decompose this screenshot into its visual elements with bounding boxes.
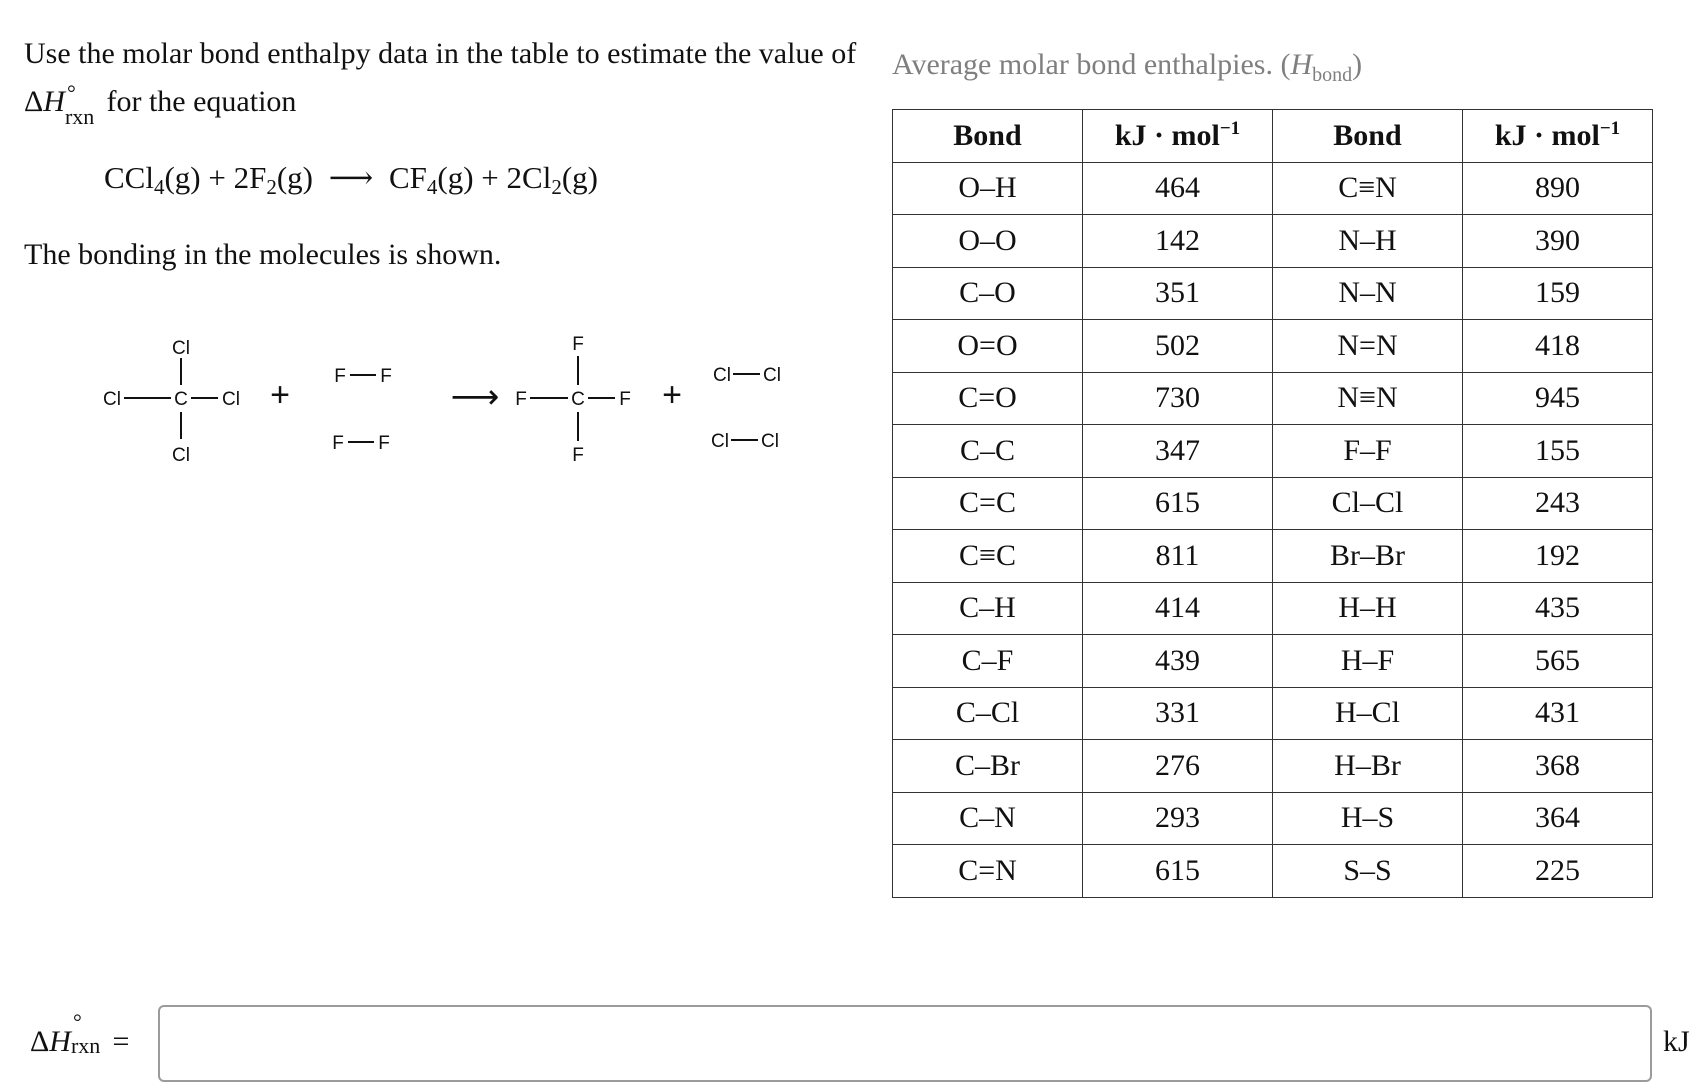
bond-cell: O–O [893, 215, 1083, 268]
answer-unit: kJ [1663, 1025, 1690, 1058]
bond-cell: C≡N [1273, 162, 1463, 215]
enthalpy-cell: 243 [1463, 477, 1653, 530]
reactant2-coefficient: 2 [233, 160, 250, 195]
table-row [893, 425, 1653, 478]
intro-part1: Use the molar bond enthalpy data in the table to estimate the value of [24, 37, 857, 70]
enthalpy-cell: 418 [1463, 320, 1653, 373]
caption-close-paren: ) [1352, 48, 1363, 81]
table-row [893, 477, 1653, 530]
table-row [893, 162, 1653, 215]
ccl4-structure [103, 338, 240, 466]
bond-cell: C–C [893, 425, 1083, 478]
plus-sign: + [662, 376, 682, 414]
bond-enthalpy-table [892, 109, 1653, 898]
product2-subscript: 2 [551, 175, 562, 199]
header-energy [1083, 110, 1273, 163]
table-row [893, 372, 1653, 425]
f2-atom-b: F [380, 366, 392, 387]
header-energy [1463, 110, 1653, 163]
answer-row [30, 1005, 1690, 1085]
enthalpy-cell: 439 [1083, 635, 1273, 688]
bond-cell: C–N [893, 792, 1083, 845]
plus-sign: + [481, 160, 499, 195]
bonding-structures-diagram [90, 330, 790, 480]
table-row [893, 845, 1653, 898]
bond-cell: H–Cl [1273, 687, 1463, 740]
bond-cell: H–F [1273, 635, 1463, 688]
enthalpy-cell: 225 [1463, 845, 1653, 898]
bond-cell: C–Cl [893, 687, 1083, 740]
plus-sign: + [208, 160, 226, 195]
header-bond: Bond [893, 110, 1083, 163]
enthalpy-cell: 364 [1463, 792, 1653, 845]
enthalpy-cell: 435 [1463, 582, 1653, 635]
bond-cell: C=O [893, 372, 1083, 425]
table-row [893, 320, 1653, 373]
cl2-atom-a: Cl [711, 431, 729, 452]
enthalpy-cell: 142 [1083, 215, 1273, 268]
header-energy-unit: kJ · mol [1114, 119, 1220, 153]
bond-cell: H–S [1273, 792, 1463, 845]
product2-phase: (g) [561, 160, 598, 195]
bond-cell: O–H [893, 162, 1083, 215]
cl2-atom-b: Cl [763, 365, 781, 386]
product1-formula: CF [388, 160, 427, 195]
enthalpy-cell: 730 [1083, 372, 1273, 425]
f2-atom-a: F [332, 433, 344, 454]
ccl4-left-atom: Cl [103, 389, 121, 410]
reactant1-formula: CCl [104, 160, 154, 195]
reactant1-phase: (g) [164, 160, 201, 195]
bond-cell: Cl–Cl [1273, 477, 1463, 530]
ccl4-right-atom: Cl [222, 389, 240, 410]
enthalpy-cell: 293 [1083, 792, 1273, 845]
reactant2-phase: (g) [276, 160, 314, 195]
enthalpy-cell: 502 [1083, 320, 1273, 373]
table-row [893, 582, 1653, 635]
product2-formula: Cl [522, 160, 552, 195]
caption-bond-subscript: bond [1312, 64, 1353, 86]
bond-cell: F–F [1273, 425, 1463, 478]
bond-cell: H–Br [1273, 740, 1463, 793]
enthalpy-cell: 155 [1463, 425, 1653, 478]
h-symbol: H [49, 1025, 71, 1058]
table-row [893, 740, 1653, 793]
f2-atom-b: F [378, 433, 390, 454]
intro-part2: for the equation [106, 85, 297, 118]
equals-sign: = [112, 1025, 130, 1058]
table-body [893, 162, 1653, 897]
bond-cell: O=O [893, 320, 1083, 373]
cf4-structure [515, 334, 631, 466]
rxn-subscript: rxn [70, 1033, 101, 1058]
cf4-center-atom: C [571, 389, 585, 410]
table-caption [892, 48, 1362, 87]
bond-cell: C=N [893, 845, 1083, 898]
degree-symbol: ° [66, 80, 76, 105]
product1-subscript: 4 [426, 175, 438, 199]
bond-cell: N=N [1273, 320, 1463, 373]
ccl4-bottom-atom: Cl [172, 445, 190, 466]
enthalpy-cell: 159 [1463, 267, 1653, 320]
answer-label [30, 1009, 130, 1059]
ccl4-center-atom: C [174, 389, 188, 410]
header-energy-exponent: −1 [1219, 118, 1241, 140]
bond-cell: S–S [1273, 845, 1463, 898]
cl2-atom-a: Cl [713, 365, 731, 386]
enthalpy-cell: 347 [1083, 425, 1273, 478]
f2-atom-a: F [334, 366, 346, 387]
cl2-molecules [711, 365, 781, 452]
cf4-top-atom: F [572, 334, 584, 355]
enthalpy-cell: 331 [1083, 687, 1273, 740]
bond-cell: C–Br [893, 740, 1083, 793]
header-energy-unit: kJ · mol [1494, 119, 1600, 153]
reactant1-subscript: 4 [153, 175, 165, 199]
enthalpy-cell: 615 [1083, 845, 1273, 898]
delta-symbol: Δ [24, 85, 44, 118]
degree-symbol: ° [72, 1009, 82, 1034]
header-bond: Bond [1273, 110, 1463, 163]
reaction-equation [104, 160, 598, 200]
enthalpy-cell: 431 [1463, 687, 1653, 740]
bond-cell: N–N [1273, 267, 1463, 320]
reaction-arrow: ⟶ [450, 378, 500, 416]
cl2-atom-b: Cl [761, 431, 779, 452]
plus-sign: + [270, 376, 290, 414]
enthalpy-cell: 811 [1083, 530, 1273, 583]
enthalpy-cell: 414 [1083, 582, 1273, 635]
table-row [893, 267, 1653, 320]
enthalpy-cell: 276 [1083, 740, 1273, 793]
bond-cell: C–O [893, 267, 1083, 320]
table-row [893, 530, 1653, 583]
table-header-row [893, 110, 1653, 163]
bond-cell: C–F [893, 635, 1083, 688]
cf4-right-atom: F [619, 389, 631, 410]
question-text [24, 30, 864, 129]
bond-cell: C=C [893, 477, 1083, 530]
bond-cell: Br–Br [1273, 530, 1463, 583]
caption-text: Average molar bond enthalpies. ( [892, 48, 1291, 81]
enthalpy-cell: 368 [1463, 740, 1653, 793]
cf4-left-atom: F [515, 389, 527, 410]
enthalpy-cell: 615 [1083, 477, 1273, 530]
delta-symbol: Δ [30, 1025, 50, 1058]
bond-cell: H–H [1273, 582, 1463, 635]
enthalpy-cell: 464 [1083, 162, 1273, 215]
bond-cell: C≡C [893, 530, 1083, 583]
enthalpy-cell: 390 [1463, 215, 1653, 268]
enthalpy-cell: 192 [1463, 530, 1653, 583]
enthalpy-cell: 945 [1463, 372, 1653, 425]
table-row [893, 687, 1653, 740]
bond-cell: N≡N [1273, 372, 1463, 425]
product1-phase: (g) [437, 160, 474, 195]
cf4-bottom-atom: F [572, 445, 584, 466]
reactant2-formula: F [249, 160, 267, 195]
reactant2-subscript: 2 [266, 175, 277, 199]
table-row [893, 792, 1653, 845]
product2-coefficient: 2 [506, 160, 523, 195]
answer-input[interactable] [158, 1005, 1652, 1082]
header-energy-exponent: −1 [1599, 118, 1621, 140]
f2-molecules [332, 366, 392, 454]
rxn-subscript: rxn [64, 104, 95, 129]
reaction-arrow: ⟶ [328, 160, 374, 195]
bonding-description: The bonding in the molecules is shown. [24, 238, 502, 271]
table-row [893, 635, 1653, 688]
enthalpy-cell: 351 [1083, 267, 1273, 320]
caption-h-symbol: H [1290, 48, 1313, 81]
enthalpy-cell: 565 [1463, 635, 1653, 688]
delta-h-rxn-symbol [24, 80, 99, 129]
bond-cell: C–H [893, 582, 1083, 635]
bond-cell: N–H [1273, 215, 1463, 268]
table-row [893, 215, 1653, 268]
h-symbol: H [43, 85, 65, 118]
ccl4-top-atom: Cl [172, 338, 190, 359]
enthalpy-cell: 890 [1463, 162, 1653, 215]
